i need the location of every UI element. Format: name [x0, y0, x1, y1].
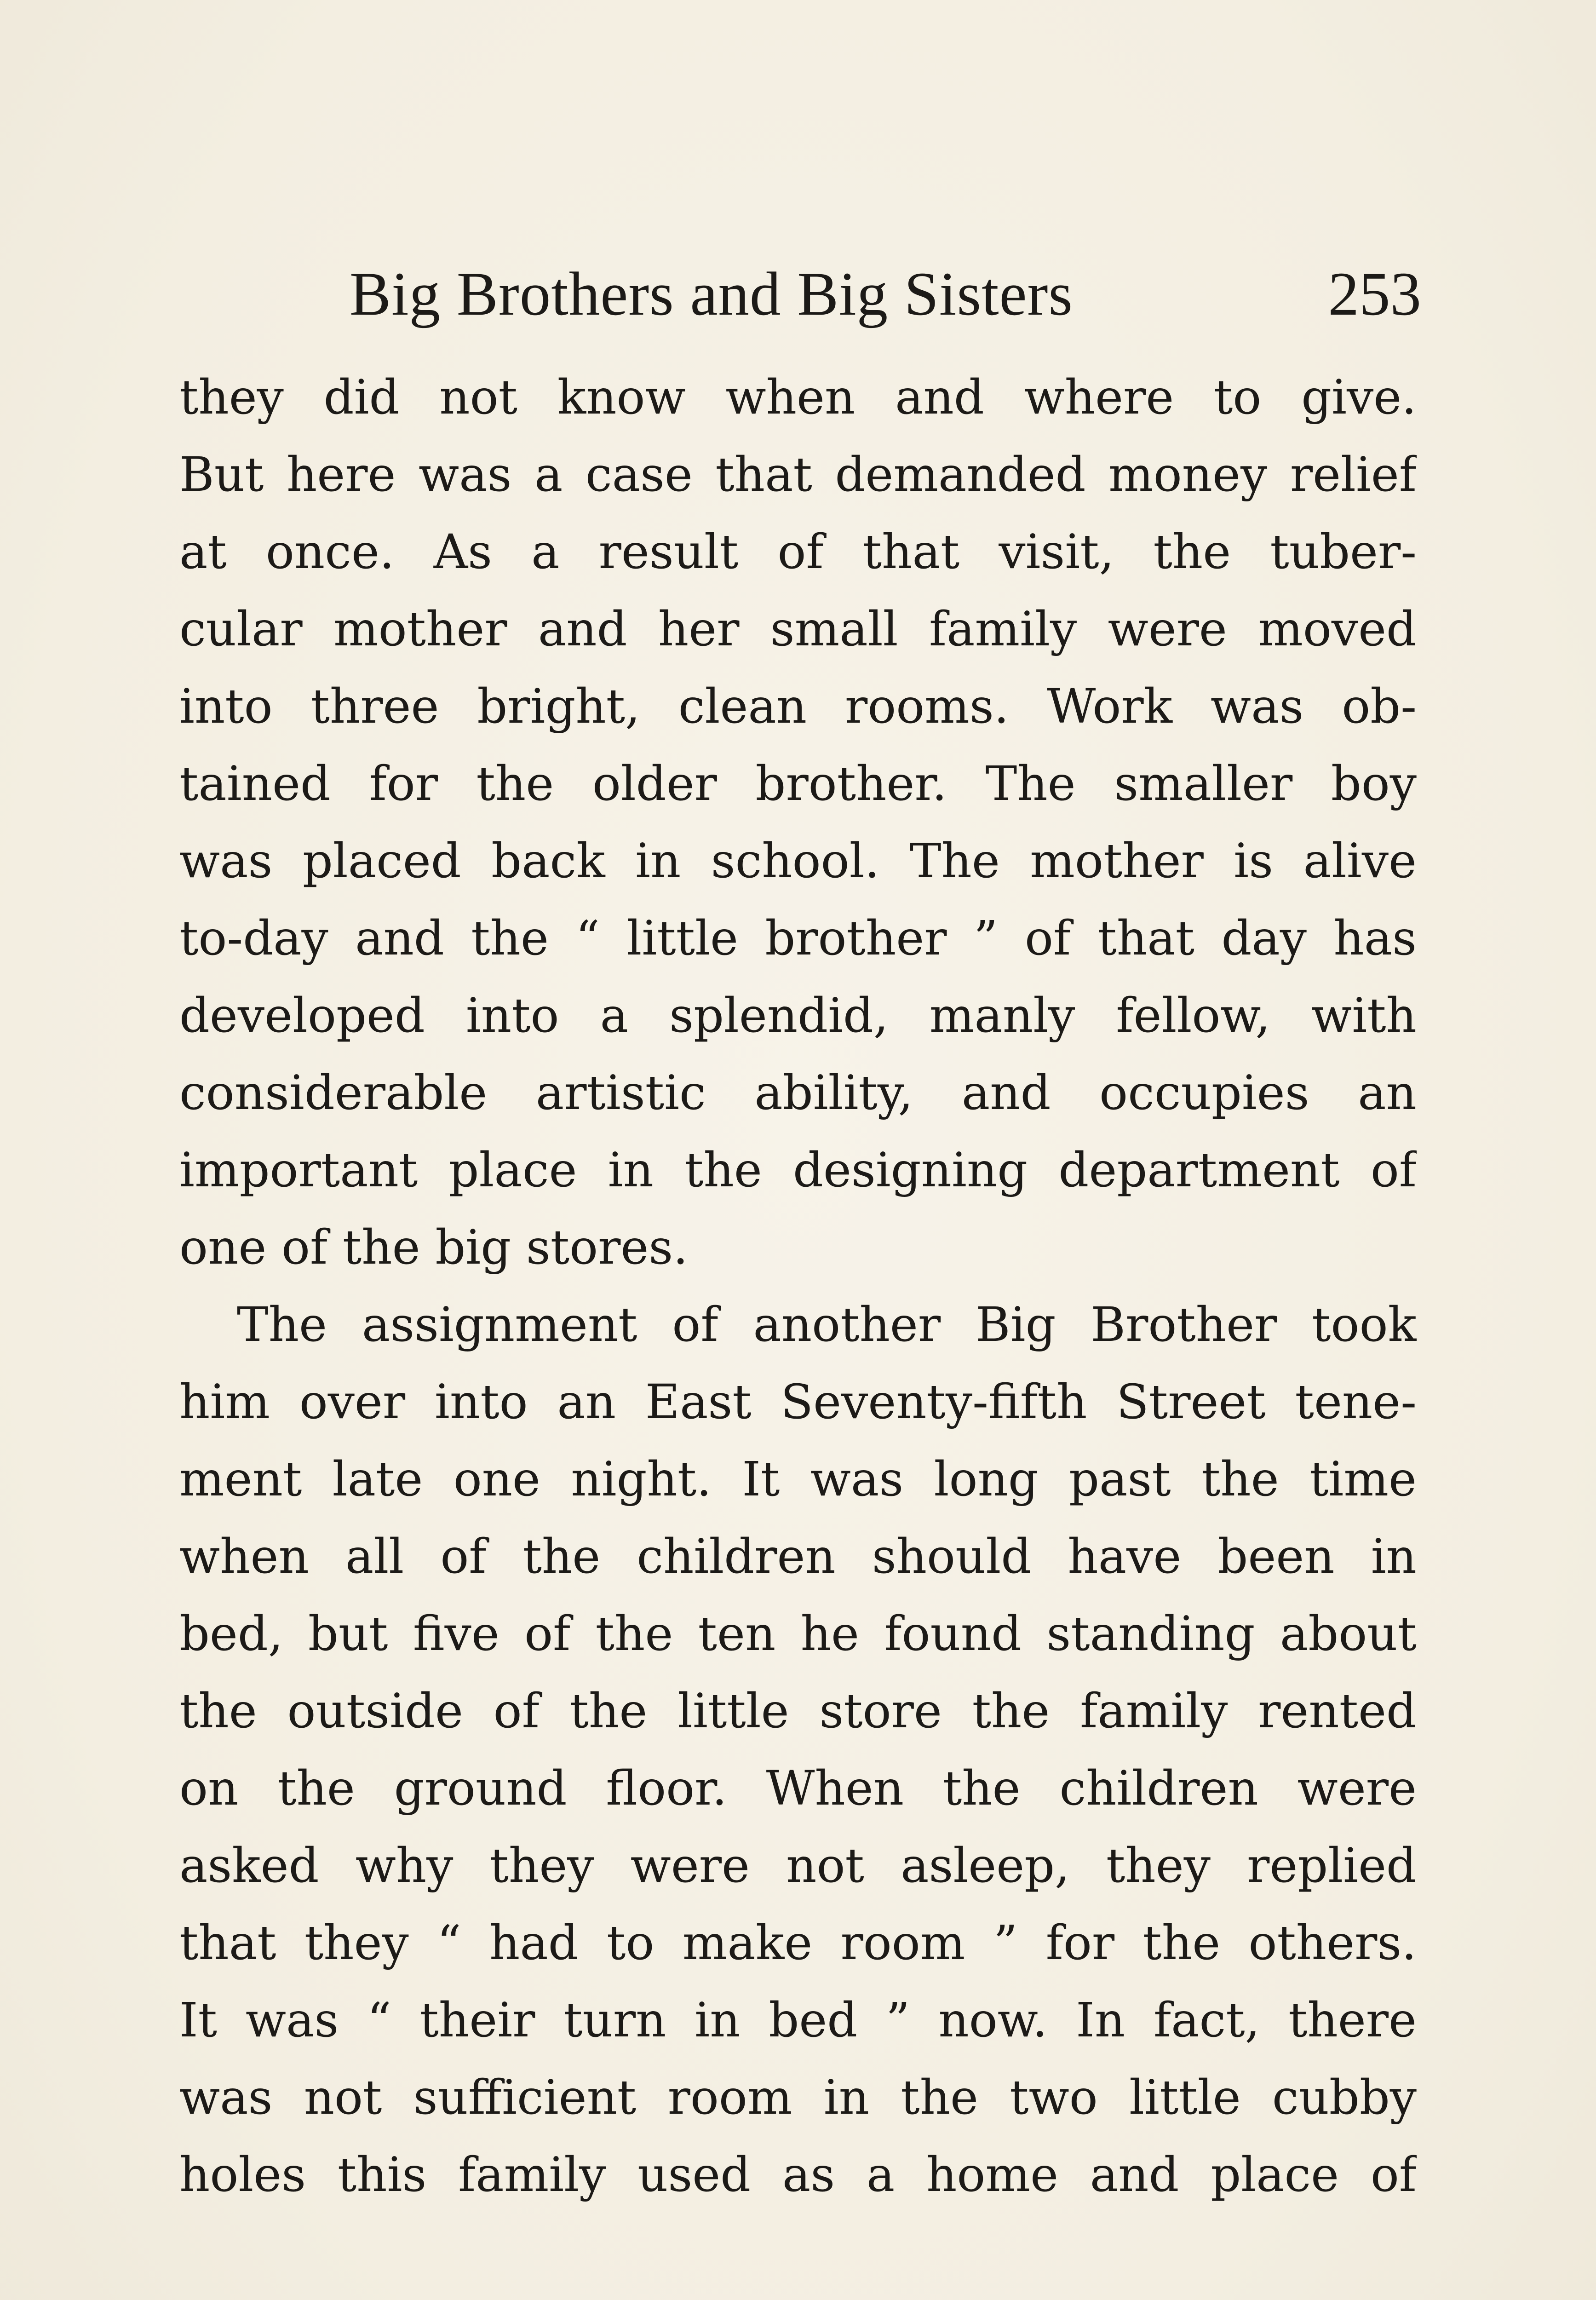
- running-title: Big Brothers and Big Sisters: [350, 260, 1073, 328]
- text-line: was not sufficient room in the two little cubby: [179, 2070, 1417, 2125]
- body-text: [179, 359, 1417, 2214]
- text-line: to-day and the “ little brother ” of that day has: [179, 911, 1417, 966]
- text-line: at once. As a result of that visit, the tuber-: [179, 524, 1417, 580]
- text-line: the outside of the little store the family rented: [179, 1684, 1417, 1739]
- text-line: was placed back in school. The mother is alive: [179, 834, 1417, 889]
- text-line: they did not know when and where to give.: [179, 370, 1417, 425]
- running-head: [350, 255, 1421, 334]
- text-line: bed, but five of the ten he found standing about: [179, 1606, 1417, 1662]
- text-line: It was “ their turn in bed ” now. In fact, there: [179, 1993, 1417, 2048]
- text-line: The assignment of another Big Brother took: [237, 1297, 1417, 1352]
- text-line: ment late one night. It was long past the time: [179, 1452, 1417, 1507]
- text-line: asked why they were not asleep, they replied: [179, 1838, 1417, 1893]
- text-line: tained for the older brother. The smaller boy: [179, 756, 1417, 811]
- text-line: cular mother and her small family were moved: [179, 602, 1417, 657]
- text-line: him over into an East Seventy-fifth Street tene-: [179, 1374, 1417, 1430]
- text-line: one of the big stores.: [179, 1220, 688, 1275]
- text-line: important place in the designing department of: [179, 1143, 1417, 1198]
- text-line: developed into a splendid, manly fellow, with: [179, 988, 1417, 1043]
- text-line: on the ground floor. When the children were: [179, 1761, 1417, 1816]
- page-number: 253: [1328, 260, 1421, 328]
- text-line: when all of the children should have been in: [179, 1529, 1417, 1584]
- text-line: But here was a case that demanded money relief: [179, 447, 1417, 502]
- text-line: holes this family used as a home and place of: [179, 2147, 1417, 2202]
- text-line: considerable artistic ability, and occupies an: [179, 1065, 1417, 1121]
- text-line: into three bright, clean rooms. Work was ob-: [179, 679, 1417, 734]
- text-line: that they “ had to make room ” for the others.: [179, 1915, 1417, 1971]
